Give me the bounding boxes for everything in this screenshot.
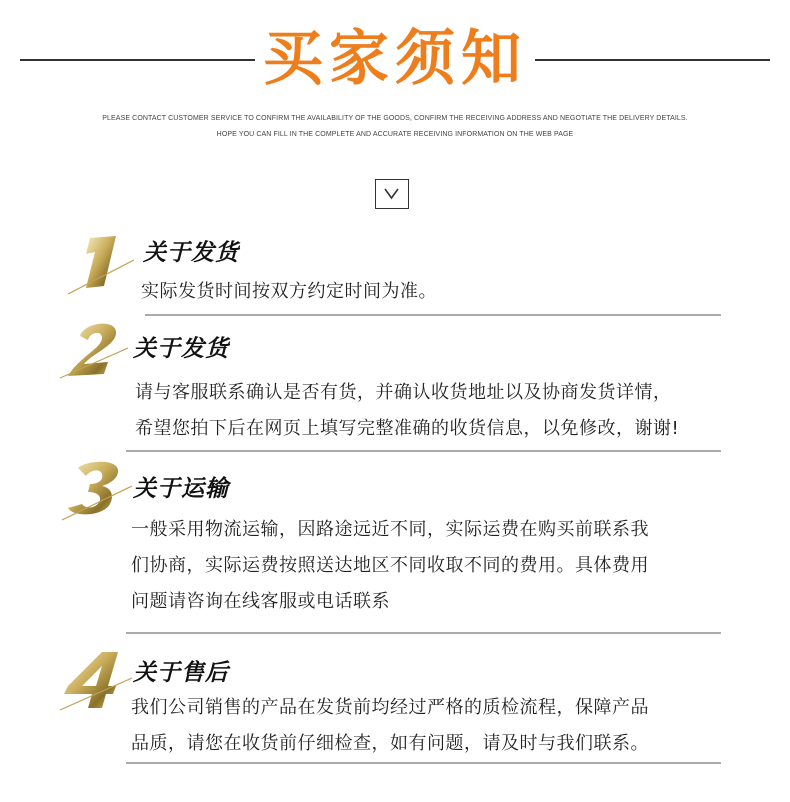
section-1-title: 关于发货 [143,240,239,266]
section-number-1 [64,232,134,300]
section-number-4 [58,648,134,716]
section-2-body: 请与客服联系确认是否有货，并确认收货地址以及协商发货详情， 希望您拍下后在网页上填写完整准确的收货信息，以免修改，谢谢! [135,382,680,439]
section-3-body: 一般采用物流运输，因路途远近不同，实际运费在购买前联系我 们协商，实际运费按照送达地区不同收取不同的费用。具体费用 问题请咨询在线客服或电话联系 [131,519,649,612]
section-number-2 [58,318,134,386]
page-title: 买家须知 [263,24,527,94]
chevron-down-icon [376,180,407,207]
section-1-divider [145,314,721,316]
section-number-3 [60,458,134,526]
section-4-title: 关于售后 [133,660,229,686]
subtitle-line-1: PLEASE CONTACT CUSTOMER SERVICE TO CONFIRM THE AVAILABILITY OF THE GOODS, CONFIRM THE RECEIVING ADDRESS AND NEGOTIATE THE DELIVERY DETAILS. [102,115,688,122]
section-4-divider [126,762,721,764]
section-4-body: 我们公司销售的产品在发货前均经过严格的质检流程，保障产品 品质，请您在收货前仔细检查，如有问题，请及时与我们联系。 [131,697,649,754]
section-1-body: 实际发货时间按双方约定时间为准。 [141,281,437,302]
header-left-rule [20,59,255,61]
subtitle-line-2: HOPE YOU CAN FILL IN THE COMPLETE AND ACCURATE RECEIVING INFORMATION ON THE WEB PAGE [216,131,574,138]
section-3-title: 关于运输 [133,476,229,502]
header-right-rule [535,59,770,61]
expand-toggle[interactable] [375,179,409,209]
section-2-divider [126,450,721,452]
section-2-title: 关于发货 [133,336,229,362]
section-3-divider [126,632,721,634]
